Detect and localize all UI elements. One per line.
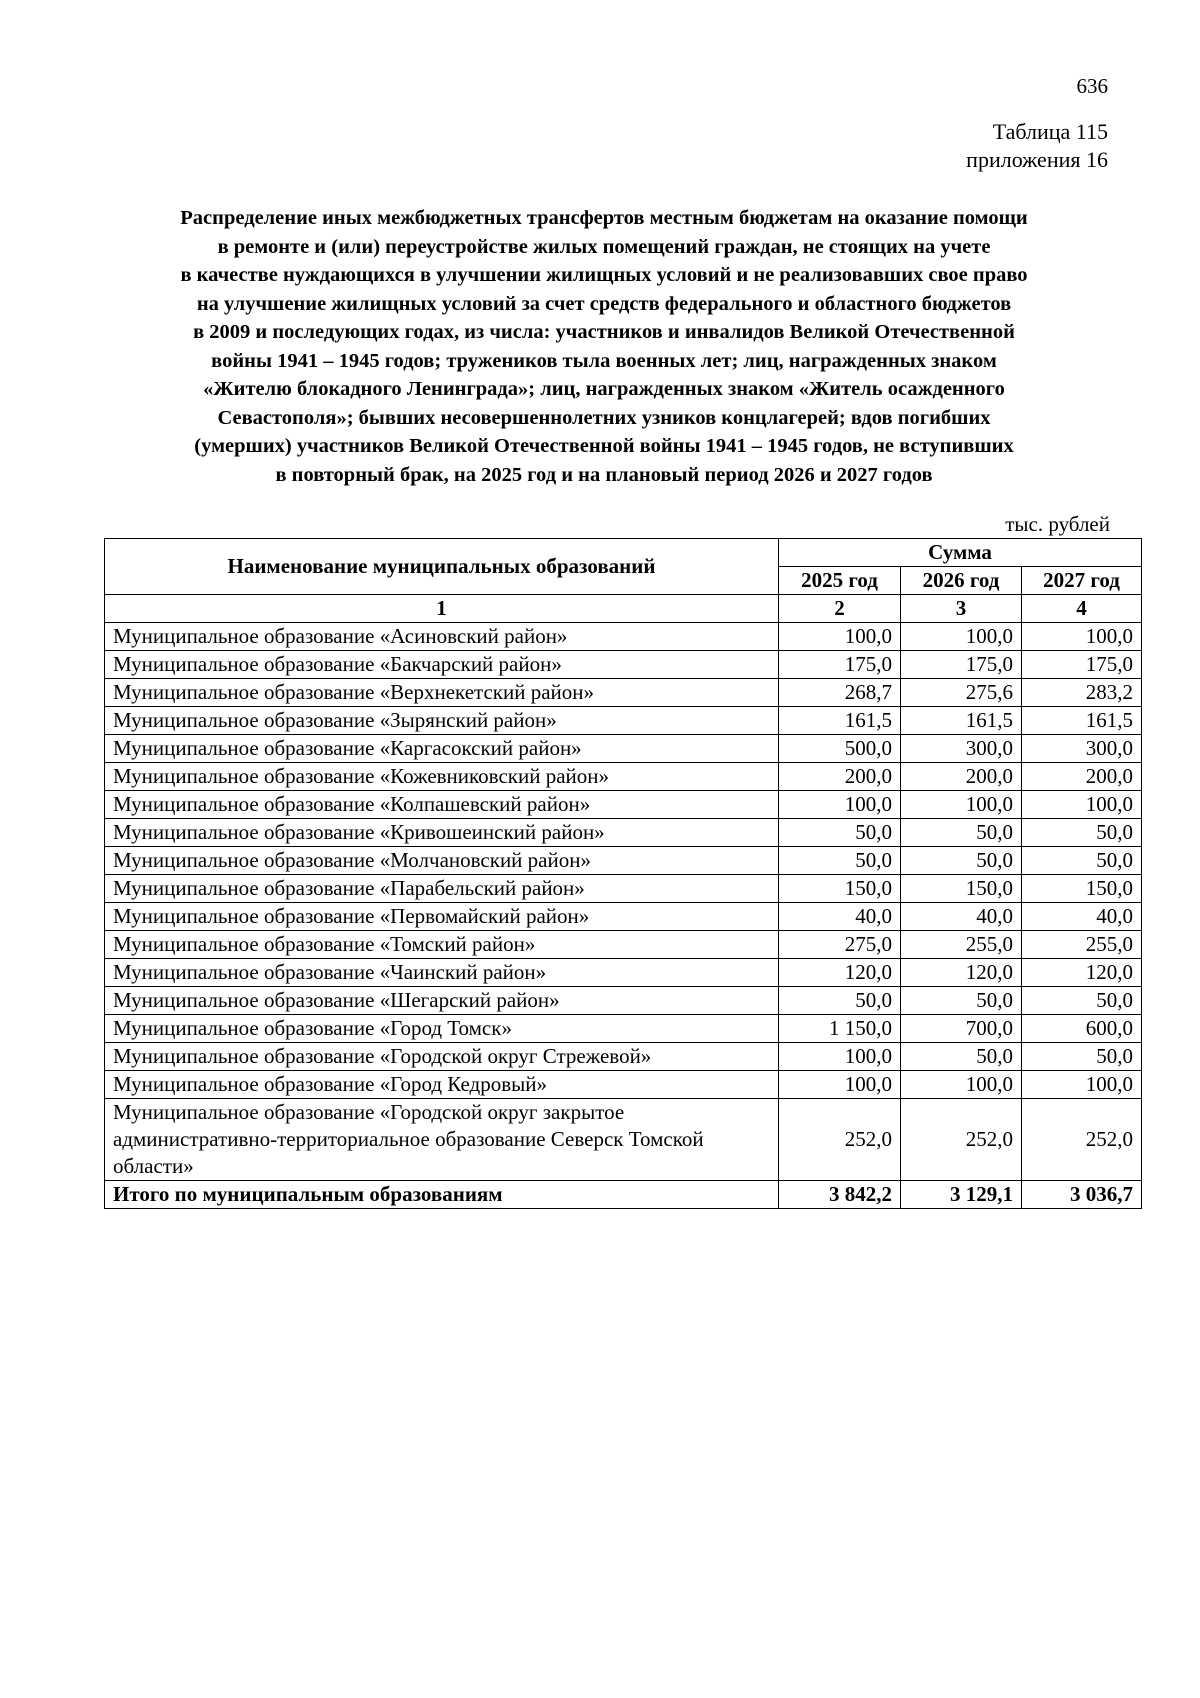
municipality-name: Муниципальное образование «Первомайский район» (105, 903, 779, 931)
value-2025: 200,0 (779, 763, 901, 791)
column-number: 4 (1022, 595, 1142, 623)
value-2025: 268,7 (779, 679, 901, 707)
title-line: «Жителю блокадного Ленинграда»; лиц, награжденных знаком «Житель осажденного (203, 378, 1005, 400)
table-row (105, 1043, 1142, 1071)
value-2026: 50,0 (901, 819, 1022, 847)
value-2025: 100,0 (779, 1071, 901, 1099)
value-2025: 120,0 (779, 959, 901, 987)
table-row (105, 875, 1142, 903)
table-row (105, 791, 1142, 819)
total-label: Итого по муниципальным образованиям (105, 1181, 779, 1209)
header-sum-group: Сумма (779, 539, 1142, 567)
total-2027: 3 036,7 (1022, 1181, 1142, 1209)
value-2027: 50,0 (1022, 1043, 1142, 1071)
title-line: Севастополя»; бывших несовершеннолетних узников концлагерей; вдов погибших (217, 406, 991, 429)
value-2027: 100,0 (1022, 623, 1142, 651)
value-2027: 252,0 (1022, 1099, 1142, 1181)
units-label: тыс. рублей (1005, 512, 1110, 536)
table-row (105, 1015, 1142, 1043)
table-row (105, 623, 1142, 651)
table-row (105, 903, 1142, 931)
table-row (105, 735, 1142, 763)
title-line: в качестве нуждающихся в улучшении жилищных условий и не реализовавших свое право (180, 264, 1028, 286)
total-row (105, 1181, 1142, 1209)
table-row (105, 707, 1142, 735)
column-number: 3 (901, 595, 1022, 623)
value-2025: 40,0 (779, 903, 901, 931)
title-line: на улучшение жилищных условий за счет средств федерального и областного бюджетов (196, 292, 1012, 315)
value-2026: 255,0 (901, 931, 1022, 959)
municipality-name: Муниципальное образование «Молчановский район» (105, 847, 779, 875)
value-2025: 175,0 (779, 651, 901, 679)
value-2025: 275,0 (779, 931, 901, 959)
header-year-2027: 2027 год (1022, 567, 1142, 595)
header-year-2025: 2025 год (779, 567, 901, 595)
value-2027: 100,0 (1022, 791, 1142, 819)
value-2025: 150,0 (779, 875, 901, 903)
table-row (105, 679, 1142, 707)
municipality-name: Муниципальное образование «Верхнекетский район» (105, 679, 779, 707)
value-2025: 100,0 (779, 791, 901, 819)
value-2026: 120,0 (901, 959, 1022, 987)
value-2027: 100,0 (1022, 1071, 1142, 1099)
municipality-name: Муниципальное образование «Шегарский район» (105, 987, 779, 1015)
table-caption (966, 118, 1108, 174)
municipality-name: Муниципальное образование «Зырянский район» (105, 707, 779, 735)
table-row (105, 847, 1142, 875)
value-2026: 252,0 (901, 1099, 1022, 1181)
value-2026: 100,0 (901, 1071, 1022, 1099)
municipality-name: Муниципальное образование «Томский район» (105, 931, 779, 959)
title-line: в 2009 и последующих годах, из числа: участников и инвалидов Великой Отечественной (193, 321, 1015, 343)
value-2026: 50,0 (901, 1043, 1022, 1071)
value-2026: 275,6 (901, 679, 1022, 707)
value-2026: 100,0 (901, 623, 1022, 651)
value-2025: 161,5 (779, 707, 901, 735)
page-number: 636 (1076, 74, 1108, 98)
value-2025: 50,0 (779, 819, 901, 847)
value-2027: 40,0 (1022, 903, 1142, 931)
table-row (105, 819, 1142, 847)
total-2026: 3 129,1 (901, 1181, 1022, 1209)
title-line: (умерших) участников Великой Отечественной войны 1941 – 1945 годов, не вступивших (194, 435, 1014, 457)
value-2027: 150,0 (1022, 875, 1142, 903)
value-2026: 175,0 (901, 651, 1022, 679)
value-2027: 161,5 (1022, 707, 1142, 735)
municipality-name: Муниципальное образование «Бакчарский район» (105, 651, 779, 679)
title-line: в ремонте и (или) переустройстве жилых помещений граждан, не стоящих на учете (217, 235, 991, 258)
value-2027: 283,2 (1022, 679, 1142, 707)
value-2027: 50,0 (1022, 819, 1142, 847)
municipality-name: Муниципальное образование «Городской округ Стрежевой» (105, 1043, 779, 1071)
value-2025: 500,0 (779, 735, 901, 763)
municipality-name: Муниципальное образование «Парабельский район» (105, 875, 779, 903)
column-number: 1 (105, 595, 779, 623)
municipality-name: Муниципальное образование «Кожевниковский район» (105, 763, 779, 791)
value-2027: 50,0 (1022, 987, 1142, 1015)
table-row (105, 987, 1142, 1015)
table-row (105, 931, 1142, 959)
municipality-name: Муниципальное образование «Кривошеинский район» (105, 819, 779, 847)
value-2025: 100,0 (779, 1043, 901, 1071)
value-2025: 252,0 (779, 1099, 901, 1181)
value-2026: 100,0 (901, 791, 1022, 819)
header-name-column: Наименование муниципальных образований (105, 539, 779, 595)
value-2025: 50,0 (779, 847, 901, 875)
value-2027: 600,0 (1022, 1015, 1142, 1043)
value-2027: 255,0 (1022, 931, 1142, 959)
value-2027: 200,0 (1022, 763, 1142, 791)
caption-table-number: Таблица 115 (992, 119, 1108, 144)
municipality-name: Муниципальное образование «Городской округ закрытое административно-территориальное образование Северск Томской области» (105, 1099, 779, 1181)
value-2027: 175,0 (1022, 651, 1142, 679)
value-2027: 300,0 (1022, 735, 1142, 763)
column-number: 2 (779, 595, 901, 623)
title-line: войны 1941 – 1945 годов; тружеников тыла военных лет; лиц, награжденных знаком (211, 349, 997, 372)
title-line: в повторный брак, на 2025 год и на плановый период 2026 и 2027 годов (275, 463, 933, 486)
value-2025: 100,0 (779, 623, 901, 651)
municipality-name: Муниципальное образование «Каргасокский район» (105, 735, 779, 763)
total-2025: 3 842,2 (779, 1181, 901, 1209)
column-number-row (105, 595, 1142, 623)
value-2026: 50,0 (901, 847, 1022, 875)
table-row (105, 651, 1142, 679)
municipality-name: Муниципальное образование «Город Томск» (105, 1015, 779, 1043)
value-2025: 1 150,0 (779, 1015, 901, 1043)
document-title (104, 204, 1104, 489)
allocation-table (104, 538, 1142, 1209)
table-row (105, 959, 1142, 987)
title-line: Распределение иных межбюджетных трансфертов местным бюджетам на оказание помощи (180, 207, 1028, 229)
value-2026: 700,0 (901, 1015, 1022, 1043)
header-year-2026: 2026 год (901, 567, 1022, 595)
header-row (105, 539, 1142, 567)
municipality-name: Муниципальное образование «Город Кедровый» (105, 1071, 779, 1099)
table-row (105, 1099, 1142, 1181)
municipality-name: Муниципальное образование «Колпашевский район» (105, 791, 779, 819)
value-2026: 50,0 (901, 987, 1022, 1015)
value-2026: 40,0 (901, 903, 1022, 931)
value-2026: 161,5 (901, 707, 1022, 735)
municipality-name: Муниципальное образование «Асиновский район» (105, 623, 779, 651)
caption-appendix: приложения 16 (966, 147, 1108, 172)
municipality-name: Муниципальное образование «Чаинский район» (105, 959, 779, 987)
value-2026: 300,0 (901, 735, 1022, 763)
value-2027: 50,0 (1022, 847, 1142, 875)
table-row (105, 763, 1142, 791)
value-2027: 120,0 (1022, 959, 1142, 987)
table-row (105, 1071, 1142, 1099)
value-2025: 50,0 (779, 987, 901, 1015)
value-2026: 150,0 (901, 875, 1022, 903)
value-2026: 200,0 (901, 763, 1022, 791)
